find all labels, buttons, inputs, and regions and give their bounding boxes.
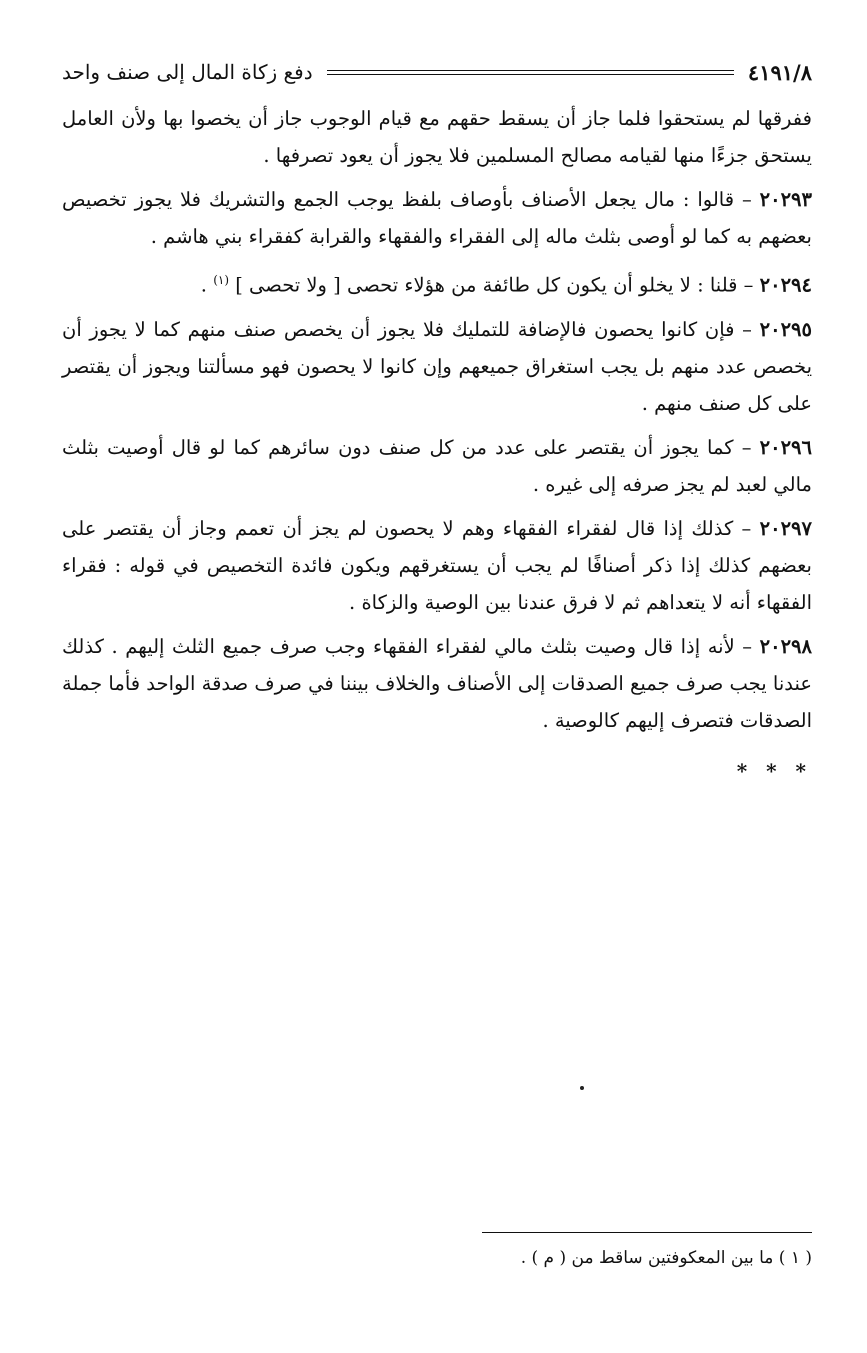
paragraph: ٢٠٢٩٥ – فإن كانوا يحصون فالإضافة للتمليك فلا يجوز أن يخصص صنف منهم كما لا يجوز أن يخصص عدد منهم بل يجب استغراق جميعهم وإن كانوا لا يحصون فهو مسألتنا ويجوز أن يقتصر على كل صنف منهم . <box>62 317 812 415</box>
footnote: ( ١ ) ما بين المعكوفتين ساقط من ( م ) . <box>520 1248 812 1268</box>
paragraph: ٢٠٢٩٨ – لأنه إذا قال وصيت بثلث مالي لفقراء الفقهاء وجب صرف جميع الثلث إليهم . كذلك عندنا يجب صرف جميع الصدقات إلى الأصناف والخلاف بيننا في صرف صدقة الواحد فأما جملة الصدقات فتصرف إليهم كالوصية . <box>62 634 812 732</box>
book-page <box>62 40 812 1320</box>
paragraph-number: ٢٠٢٩٤ <box>759 273 812 297</box>
page-header <box>62 54 812 90</box>
paragraph-number: ٢٠٢٩٥ <box>759 317 812 341</box>
paragraph: ففرقها لم يستحقوا فلما جاز أن يسقط حقهم مع قيام الوجوب جاز أن يخصوا بها ولأن العامل يستحق جزءًا منها لقيامه مصالح المسلمين فلا يجوز أن يعود تصرفها . <box>62 107 812 167</box>
stray-dot <box>580 1086 584 1090</box>
footnote-ref: (١) <box>213 273 230 287</box>
header-rule <box>327 70 734 75</box>
paragraph-number: ٢٠٢٩٣ <box>759 188 812 211</box>
paragraph: ٢٠٢٩٧ – كذلك إذا قال لفقراء الفقهاء وهم لا يحصون لم يجز أن تعمم وجاز أن يقتصر على بعضهم كذلك إذا ذكر أصنافًا لم يجب أن يستغرقهم ويكون فائدة التخصيص في قوله : فقراء الفقهاء أنه لا يتعداهم ثم لا فرق عندنا بين الوصية والزكاة . <box>62 516 812 614</box>
paragraph-number: ٢٠٢٩٧ <box>759 516 812 540</box>
running-title: دفع زكاة المال إلى صنف واحد <box>62 60 313 84</box>
section-separator: * * * <box>736 758 812 783</box>
main-text <box>62 100 812 790</box>
paragraph-number: ٢٠٢٩٦ <box>759 435 812 459</box>
paragraph-number: ٢٠٢٩٨ <box>759 634 812 658</box>
footnote-rule <box>482 1232 812 1233</box>
paragraph: ٢٠٢٩٦ – كما يجوز أن يقتصر على عدد من كل صنف دون سائرهم كما لو قال أوصيت بثلث مالي لعبد لم يجز صرفه إلى غيره . <box>62 435 812 496</box>
paragraph: ٢٠٢٩٣ – قالوا : مال يجعل الأصناف بأوصاف بلفظ يوجب الجمع والتشريك فلا يجوز تخصيص بعضهم به كما لو أوصى بثلث ماله إلى الفقراء والفقهاء والقرابة كفقراء بني هاشم . <box>62 188 812 248</box>
paragraph: ٢٠٢٩٤ – قلنا : لا يخلو أن يكون كل طائفة من هؤلاء تحصى [ ولا تحصى ] $^{(١)}$ . <box>200 273 812 297</box>
page-number: ٤١٩١/٨ <box>747 59 812 85</box>
